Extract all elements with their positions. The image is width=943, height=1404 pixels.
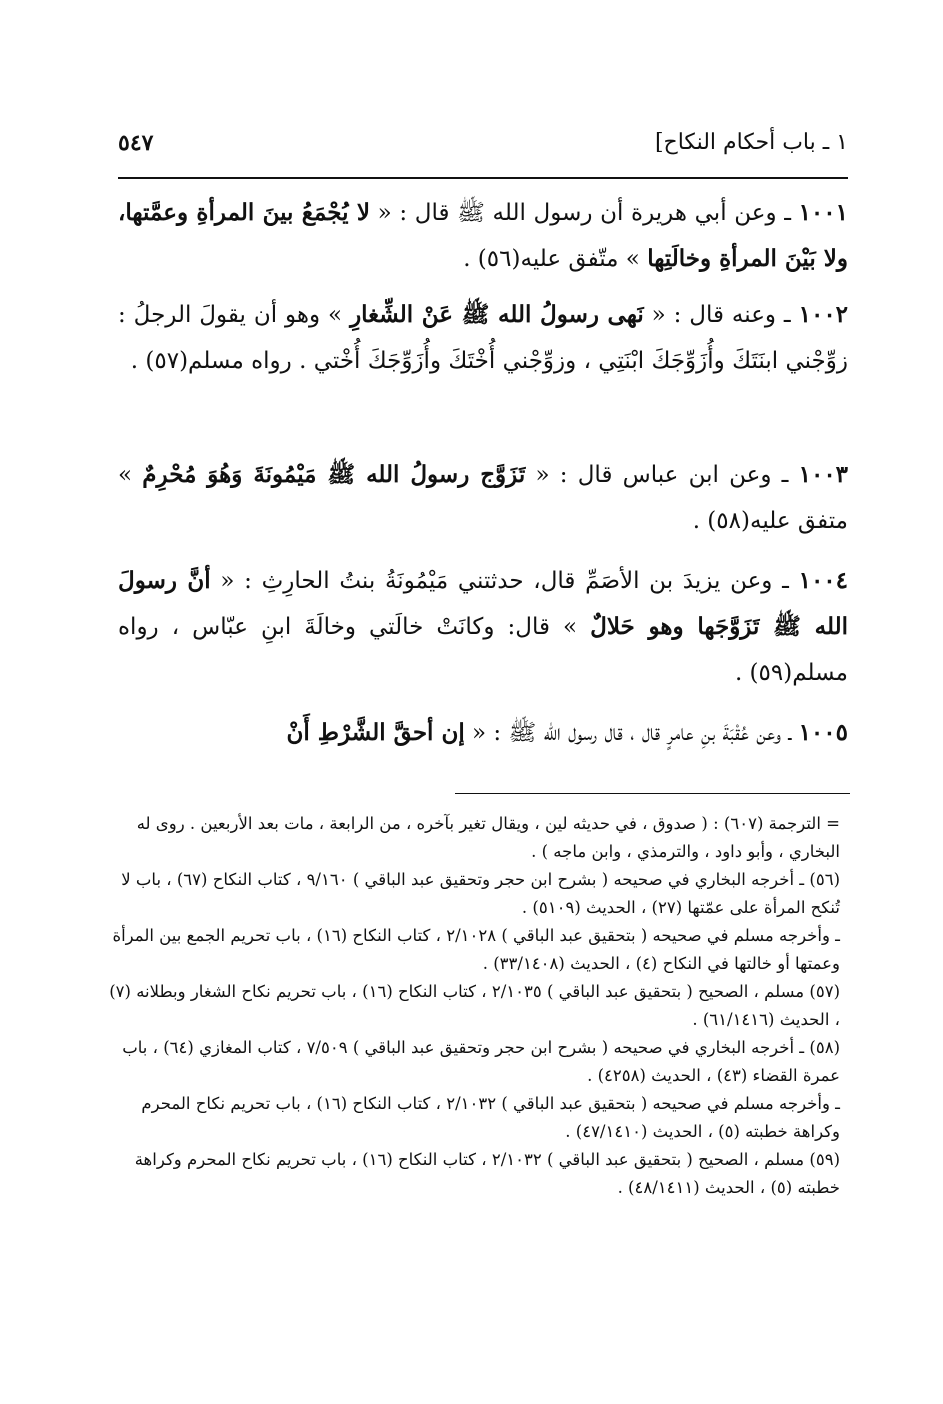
hadith-1003 bbox=[118, 452, 848, 544]
hadith-intro: ـ وعن يزيدَ بن الأصَمِّ قال، حدثتني مَيْمُونَةُ بنتُ الحارِثِ : « bbox=[220, 568, 789, 594]
hadith-1005 bbox=[118, 710, 848, 756]
footnotes bbox=[105, 810, 840, 1202]
hadith-number: ١٠٠٤ bbox=[798, 567, 849, 594]
hadith-number: ١٠٠٣ bbox=[798, 461, 849, 488]
hadith-intro: ـ وعن أبي هريرة أن رسول الله ﷺ قال : « bbox=[377, 200, 791, 226]
header-rule bbox=[118, 177, 848, 179]
hadith-intro: ـ وعن عُقْبَةَ بنِ عامرٍ قال ، قال رسول الله ﷺ : « bbox=[472, 720, 792, 746]
footnote-continuation: = الترجمة (٦٠٧) : ( صدوق ، في حديثه لين ، ويقال تغير بآخره ، من الرابعة ، مات بعد الأربعين . روى له البخاري ، وأبو داود ، والترمذي ، وابن ماجه ) . bbox=[136, 814, 840, 861]
hadith-1001 bbox=[118, 190, 848, 282]
hadith-quote: لا يُجْمَعُ بينَ المرأةِ وعمَّتها، ولا بَيْنَ المرأةِ وخالَتِها bbox=[118, 199, 848, 272]
hadith-outro: » قال: وكانَتْ خالَتي وخالَةَ ابنِ عبّاس ، رواه مسلم(٥٩) . bbox=[118, 614, 848, 686]
hadith-quote: تَزَوَّج رسولُ الله ﷺ مَيْمُونَةَ وَهُوَ مُحْرِمٌ bbox=[142, 461, 526, 488]
hadith-intro: ـ وعن ابن عباس قال : « bbox=[535, 462, 789, 488]
footnote-57: (٥٧) مسلم ، الصحيح ( بتحقيق عبد الباقي ) ٢/١٠٣٥ ، كتاب النكاح (١٦) ، باب تحريم نكاح الشغار وبطلانه (٧) ، الحديث (٦١/١٤١٦) . bbox=[109, 982, 840, 1029]
footnote-56-muslim: ـ وأخرجه مسلم في صحيحه ( بتحقيق عبد الباقي ) ٢/١٠٢٨ ، كتاب النكاح (١٦) ، باب تحريم الجمع بين المرأة وعمتها أو خالتها في النكاح (٤) ، الحديث (٣٣/١٤٠٨) . bbox=[112, 926, 840, 973]
hadith-number: ١٠٠٥ bbox=[798, 719, 848, 746]
hadith-quote: أنَّ رسولَ الله ﷺ تَزَوَّجَها وهو حَلالٌ bbox=[118, 567, 849, 640]
hadith-outro: » متفق عليه(٥٨) . bbox=[118, 462, 848, 534]
page-number: ٥٤٧ bbox=[118, 130, 154, 156]
footnote-rule bbox=[455, 793, 850, 794]
footnote-58: (٥٨) ـ أخرجه البخاري في صحيحه ( بشرح ابن حجر وتحقيق عبد الباقي ) ٧/٥٠٩ ، كتاب المغازي (٦٤) ، باب عمرة القضاء (٤٣) ، الحديث (٤٢٥٨) . bbox=[122, 1038, 840, 1085]
chapter-title: ١ ـ باب أحكام النكاح] bbox=[654, 130, 848, 155]
footnote-59: (٥٩) مسلم ، الصحيح ( بتحقيق عبد الباقي ) ٢/١٠٣٢ ، كتاب النكاح (١٦) ، باب تحريم نكاح المحرم وكراهة خطبته (٥) ، الحديث (٤٨/١٤١١) . bbox=[134, 1150, 840, 1197]
hadith-quote: نَهى رسولُ الله ﷺ عَنْ الشِّغارِ bbox=[350, 301, 644, 328]
hadith-1004 bbox=[118, 558, 848, 696]
hadith-outro: » وهو أن يقولَ الرجلُ : زوِّجْني ابنَتَكَ وأُزَوِّجَكَ ابْنَتِي ، وزوِّجْني أُخْتَكَ وأُزَوِّجَكَ أُخْتي . رواه مسلم(٥٧) . bbox=[118, 302, 848, 374]
hadith-intro: ـ وعنه قال : « bbox=[651, 302, 791, 328]
hadith-quote: إن أحقَّ الشَّرْطِ أَنْ bbox=[286, 719, 465, 746]
hadith-number: ١٠٠٢ bbox=[798, 301, 849, 328]
hadith-1002 bbox=[118, 292, 848, 384]
page-header bbox=[118, 130, 848, 170]
footnote-58-muslim: ـ وأخرجه مسلم في صحيحه ( بتحقيق عبد الباقي ) ٢/١٠٣٢ ، كتاب النكاح (١٦) ، باب تحريم نكاح المحرم وكراهة خطبته (٥) ، الحديث (٤٧/١٤١٠) . bbox=[141, 1094, 840, 1141]
hadith-number: ١٠٠١ bbox=[798, 199, 848, 226]
hadith-outro: » متّفق عليه(٥٦) . bbox=[463, 246, 640, 272]
footnote-56: (٥٦) ـ أخرجه البخاري في صحيحه ( بشرح ابن حجر وتحقيق عبد الباقي ) ٩/١٦٠ ، كتاب النكاح (٦٧) ، باب لا تُنكح المرأة على عمّتها (٢٧) ، الحديث (٥١٠٩) . bbox=[121, 870, 840, 917]
